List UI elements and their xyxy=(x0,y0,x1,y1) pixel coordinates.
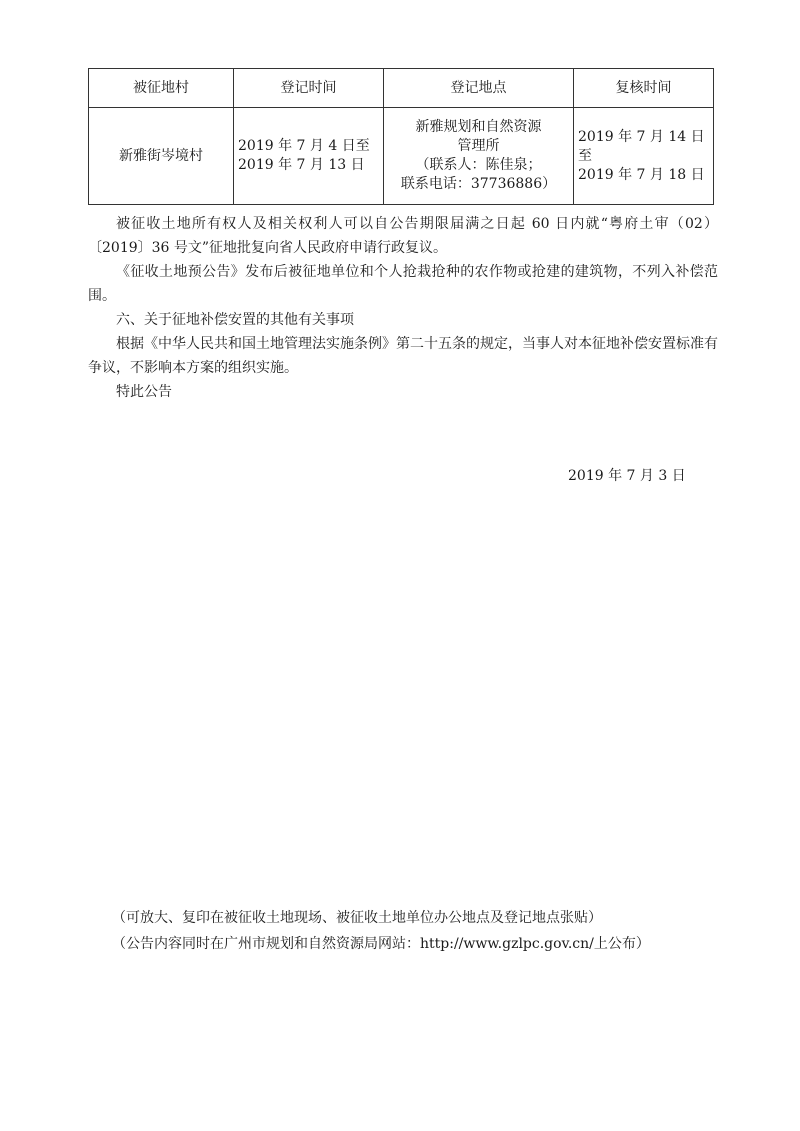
register-time-line: 2019 年 7 月 4 日至 xyxy=(238,138,370,154)
table-header-row xyxy=(89,69,714,108)
website-note: （公告内容同时在广州市规划和自然资源局网站：http://www.gzlpc.gov.cn/上公布） xyxy=(112,936,650,952)
register-place-line: 新雅规划和自然资源 xyxy=(415,119,542,135)
register-place-line: 管理所 xyxy=(457,138,500,154)
cell-register-place xyxy=(384,108,574,205)
paragraph-exclusion: 《征收土地预公告》发布后被征地单位和个人抢栽抢种的农作物或抢建的建筑物，不列入补偿范围。 xyxy=(88,264,718,304)
review-time-line: 2019 年 7 月 14 日至 xyxy=(578,128,705,164)
posting-note: （可放大、复印在被征收土地现场、被征收土地单位办公地点及登记地点张贴） xyxy=(112,910,602,926)
document-date: 2019 年 7 月 3 日 xyxy=(568,468,686,484)
registration-table xyxy=(88,68,714,205)
register-place-line: （联系人：陈佳泉； xyxy=(415,157,542,173)
cell-register-time xyxy=(234,108,384,205)
cell-village: 新雅街岑境村 xyxy=(89,108,234,205)
cell-review-time xyxy=(574,108,714,205)
register-place-line: 联系电话：37736886） xyxy=(400,176,557,192)
paragraph-regulation: 根据《中华人民共和国土地管理法实施条例》第二十五条的规定，当事人对本征地补偿安置标准有争议，不影响本方案的组织实施。 xyxy=(88,336,718,376)
closing-announcement: 特此公告 xyxy=(116,384,172,400)
header-register-place: 登记地点 xyxy=(384,69,574,108)
review-time-line: 2019 年 7 月 18 日 xyxy=(578,166,705,183)
register-time-line: 2019 年 7 月 13 日 xyxy=(238,157,365,173)
paragraph-appeal: 被征收土地所有权人及相关权利人可以自公告期限届满之日起 60 日内就“粤府土审（02）〔2019〕36 号文”征地批复向省人民政府申请行政复议。 xyxy=(88,216,718,256)
header-village: 被征地村 xyxy=(89,69,234,108)
header-register-time: 登记时间 xyxy=(234,69,384,108)
header-review-time: 复核时间 xyxy=(574,69,714,108)
table-row xyxy=(89,108,714,205)
section-heading-six: 六、关于征地补偿安置的其他有关事项 xyxy=(116,312,354,328)
